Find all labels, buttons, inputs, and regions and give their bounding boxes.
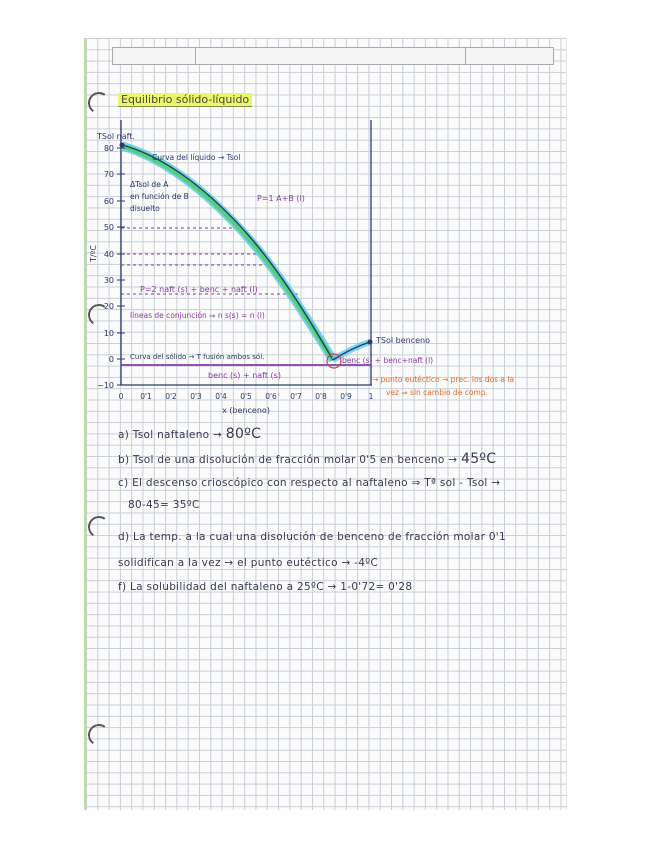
y-tick: 80: [103, 144, 114, 153]
eutectic-label: → punto eutéctico → prec. los dos a la: [372, 375, 515, 384]
one-phase-label: P=1 A+B (l): [257, 194, 305, 203]
tsol-benzene-label: TSol benceno: [376, 336, 430, 345]
y-tick: 30: [103, 276, 114, 285]
answer-d: d) La temp. a la cual una disolución de benceno de fracción molar 0'1: [118, 531, 506, 543]
benzene-region-label: benc (s) + benc+naft (l): [342, 356, 434, 365]
x-tick: 0'5: [240, 392, 252, 401]
y-axis-label: T/ºC: [89, 245, 98, 262]
delta-t-label: ΔTsol de A: [130, 180, 169, 189]
top-left-label: TSol naft.: [97, 132, 135, 141]
x-tick: 0'1: [140, 392, 152, 401]
page-title: Equilibrio sólido-líquido: [118, 93, 252, 107]
answer-c: c) El descenso crioscópico con respecto al naftaleno ⇒ Tª sol - Tsol →: [118, 477, 501, 489]
answer-d-cont: solidifican a la vez → el punto eutéctico → -4ºC: [118, 557, 379, 569]
x-tick: 1: [368, 392, 374, 401]
x-axis-label: x (benceno): [222, 406, 270, 415]
answer-c-value: 80-45= 35ºC: [128, 499, 200, 511]
solidus-label: Curva del sólido → T fusión ambos sól.: [130, 353, 265, 361]
y-tick: 40: [103, 250, 114, 259]
answer-f: f) La solubilidad del naftaleno a 25ºC → 1-0'72= 0'28: [118, 581, 413, 593]
y-tick: −10: [97, 381, 114, 390]
naphthalene-melting-point: [120, 143, 125, 148]
x-tick: 0: [118, 392, 124, 401]
x-tick: 0'2: [165, 392, 177, 401]
y-tick: 70: [103, 170, 114, 179]
x-tick: 0'8: [315, 392, 327, 401]
liquidus-label: Curva del líquido → Tsol: [152, 153, 241, 162]
bottom-region-label: benc (s) + naft (s): [208, 371, 281, 380]
x-tick: 0'3: [190, 392, 202, 401]
y-tick: 0: [108, 355, 114, 364]
x-tick: 0'9: [340, 392, 352, 401]
y-tick: 20: [103, 302, 114, 311]
liquidus-curve: [122, 145, 333, 360]
answer-b: [118, 451, 496, 467]
y-tick: 10: [103, 329, 114, 338]
answer-a: [118, 426, 261, 442]
benzene-melting-point: [368, 340, 373, 345]
delta-t-label: disuelto: [130, 204, 160, 213]
x-tick: 0'7: [290, 392, 302, 401]
answer-b-value: 45ºC: [460, 451, 497, 467]
delta-t-label: en función de B: [130, 192, 189, 201]
liquidus-highlight-blue: [122, 146, 333, 360]
two-phase-label: P=2 naft (s) + benc + naft (l): [140, 285, 258, 294]
answer-a-text: a) Tsol naftaleno →: [118, 429, 223, 441]
y-tick: 60: [103, 197, 114, 206]
y-tick: 50: [103, 223, 114, 232]
tie-lines-label: líneas de conjunción ⇒ n s(s) = n (l): [130, 311, 265, 320]
answer-b-text: b) Tsol de una disolución de fracción molar 0'5 en benceno →: [118, 454, 458, 466]
eutectic-label: vez ⇒ sin cambio de comp.: [386, 388, 488, 397]
liquidus-highlight-green: [122, 146, 333, 360]
x-tick: 0'6: [265, 392, 277, 401]
x-tick: 0'4: [215, 392, 227, 401]
answer-a-value: 80ºC: [225, 426, 262, 442]
